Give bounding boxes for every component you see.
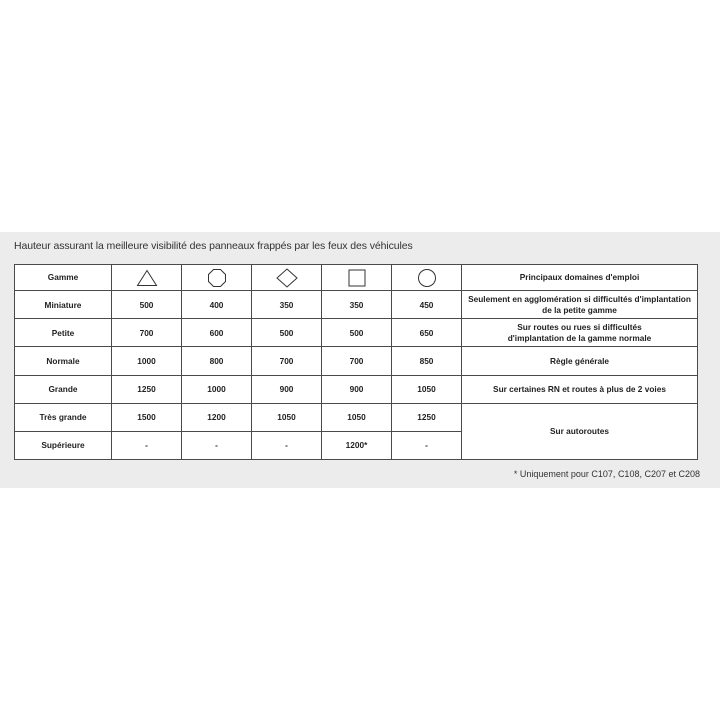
table-header-row	[15, 265, 698, 291]
cell-value: 350	[322, 291, 392, 319]
header-square	[322, 265, 392, 291]
table-row	[15, 347, 698, 375]
domaine-line: d'implantation de la gamme normale	[507, 332, 652, 343]
cell-value: 1050	[252, 403, 322, 431]
cell-gamme: Grande	[15, 375, 112, 403]
circle-icon	[417, 268, 437, 288]
diamond-icon	[276, 268, 298, 288]
cell-value: 700	[252, 347, 322, 375]
cell-domaine: Seulement en agglomération si difficultés d'implantation de la petite gamme	[462, 291, 698, 319]
table-row	[15, 291, 698, 319]
cell-gamme: Miniature	[15, 291, 112, 319]
cell-value: 800	[182, 347, 252, 375]
table-caption: Hauteur assurant la meilleure visibilité des panneaux frappés par les feux des véhicules	[14, 240, 413, 252]
cell-value: -	[392, 431, 462, 459]
square-icon	[347, 268, 367, 288]
cell-domaine	[462, 319, 698, 347]
cell-value: 700	[322, 347, 392, 375]
cell-domaine: Règle générale	[462, 347, 698, 375]
triangle-icon	[136, 269, 158, 287]
cell-gamme: Supérieure	[15, 431, 112, 459]
header-triangle	[112, 265, 182, 291]
cell-value: 1000	[182, 375, 252, 403]
cell-value: 1200	[182, 403, 252, 431]
cell-value: -	[252, 431, 322, 459]
visibility-table	[14, 264, 698, 460]
cell-gamme: Petite	[15, 319, 112, 347]
cell-value: 900	[322, 375, 392, 403]
table-row	[15, 403, 698, 431]
cell-value: 1250	[112, 375, 182, 403]
cell-value: 450	[392, 291, 462, 319]
header-domaines: Principaux domaines d'emploi	[462, 265, 698, 291]
cell-value: 500	[252, 319, 322, 347]
table-row	[15, 375, 698, 403]
cell-value: 650	[392, 319, 462, 347]
cell-gamme: Normale	[15, 347, 112, 375]
cell-gamme: Très grande	[15, 403, 112, 431]
cell-value: 500	[112, 291, 182, 319]
cell-value: 400	[182, 291, 252, 319]
header-gamme: Gamme	[15, 265, 112, 291]
cell-value: 600	[182, 319, 252, 347]
cell-value: -	[112, 431, 182, 459]
footnote: * Uniquement pour C107, C108, C207 et C208	[513, 469, 700, 479]
cell-value: 350	[252, 291, 322, 319]
cell-value: 1050	[392, 375, 462, 403]
cell-value: 1000	[112, 347, 182, 375]
header-diamond	[252, 265, 322, 291]
cell-value: 500	[322, 319, 392, 347]
cell-value: 1250	[392, 403, 462, 431]
cell-value: -	[182, 431, 252, 459]
cell-domaine: Sur certaines RN et routes à plus de 2 voies	[462, 375, 698, 403]
octagon-icon	[207, 268, 227, 288]
cell-value: 850	[392, 347, 462, 375]
cell-value: 1500	[112, 403, 182, 431]
cell-value: 900	[252, 375, 322, 403]
cell-value: 700	[112, 319, 182, 347]
cell-domaine: Sur autoroutes	[462, 403, 698, 459]
domaine-line: Sur routes ou rues si difficultés	[517, 322, 642, 333]
cell-value: 1050	[322, 403, 392, 431]
header-circle	[392, 265, 462, 291]
cell-value: 1200*	[322, 431, 392, 459]
table-row	[15, 319, 698, 347]
header-octagon	[182, 265, 252, 291]
